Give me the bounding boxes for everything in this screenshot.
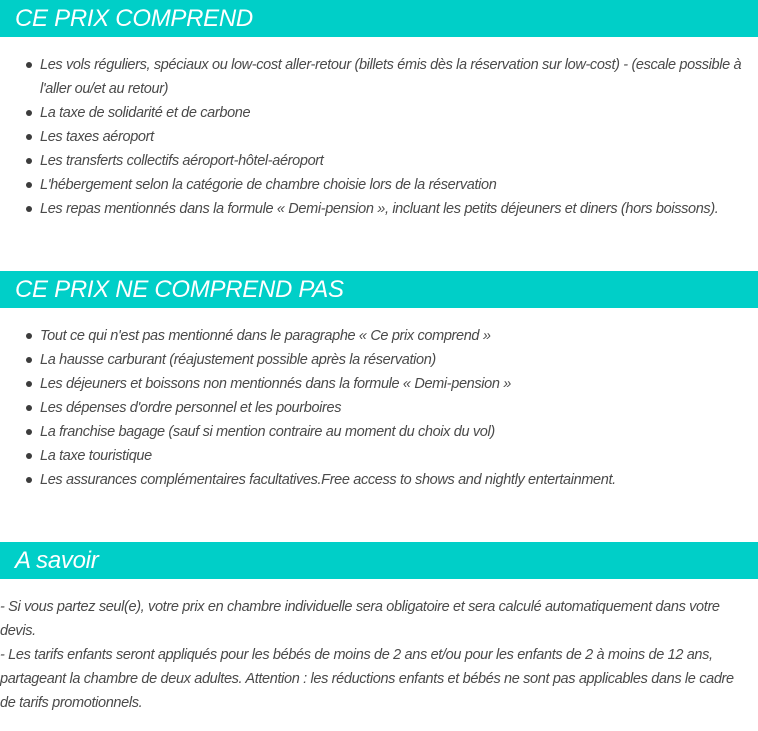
list-item bbox=[0, 468, 758, 492]
list-item bbox=[0, 348, 758, 372]
bullet-icon bbox=[26, 381, 32, 387]
list-item bbox=[0, 101, 758, 125]
bullet-icon bbox=[26, 182, 32, 188]
list-item-text: Les repas mentionnés dans la formule « Demi-pension », incluant les petits déjeuners et diners (hors boissons). bbox=[40, 201, 719, 217]
not-included-list bbox=[0, 324, 758, 492]
note-paragraph: - Si vous partez seul(e), votre prix en chambre individuelle sera obligatoire et sera calculé automatiquement dans votre devis. bbox=[0, 599, 720, 639]
list-item-text: Les dépenses d'ordre personnel et les pourboires bbox=[40, 400, 342, 416]
list-item-text: La franchise bagage (sauf si mention contraire au moment du choix du vol) bbox=[40, 424, 495, 440]
bullet-icon bbox=[26, 429, 32, 435]
bullet-icon bbox=[26, 110, 32, 116]
list-item bbox=[0, 420, 758, 444]
note-paragraph: - Les tarifs enfants seront appliqués pour les bébés de moins de 2 ans et/ou pour les enfants de 2 à moins de 12 ans, partageant la chambre de deux adultes. Attention : les réductions enfants et bébés ne sont pas applicables dans le cadre de tarifs promotionnels. bbox=[0, 647, 734, 711]
bullet-icon bbox=[26, 405, 32, 411]
list-item-text: Les assurances complémentaires facultatives.Free access to shows and nightly entertainment. bbox=[40, 472, 616, 488]
list-item bbox=[0, 53, 758, 101]
list-item bbox=[0, 149, 758, 173]
list-item bbox=[0, 372, 758, 396]
list-item-text: Les vols réguliers, spéciaux ou low-cost aller-retour (billets émis dès la réservation sur low-cost) - (escale possible à l'aller ou/et au retour) bbox=[40, 57, 742, 97]
list-item bbox=[0, 324, 758, 348]
to-know-notes bbox=[0, 595, 752, 715]
list-item bbox=[0, 444, 758, 468]
list-item-text: La taxe touristique bbox=[40, 448, 152, 464]
list-item-text: Les transferts collectifs aéroport-hôtel-aéroport bbox=[40, 153, 324, 169]
list-item-text: Les taxes aéroport bbox=[40, 129, 154, 145]
bullet-icon bbox=[26, 62, 32, 68]
bullet-icon bbox=[26, 206, 32, 212]
list-item bbox=[0, 396, 758, 420]
section-title-to-know: A savoir bbox=[0, 542, 758, 579]
list-item bbox=[0, 197, 758, 221]
list-item bbox=[0, 125, 758, 149]
section-title-included: CE PRIX COMPREND bbox=[0, 0, 758, 37]
bullet-icon bbox=[26, 134, 32, 140]
list-item-text: La taxe de solidarité et de carbone bbox=[40, 105, 251, 121]
bullet-icon bbox=[26, 158, 32, 164]
bullet-icon bbox=[26, 333, 32, 339]
section-title-not-included: CE PRIX NE COMPREND PAS bbox=[0, 271, 758, 308]
included-list bbox=[0, 53, 758, 221]
bullet-icon bbox=[26, 357, 32, 363]
list-item-text: L'hébergement selon la catégorie de chambre choisie lors de la réservation bbox=[40, 177, 497, 193]
bullet-icon bbox=[26, 477, 32, 483]
list-item-text: La hausse carburant (réajustement possible après la réservation) bbox=[40, 352, 436, 368]
list-item-text: Les déjeuners et boissons non mentionnés dans la formule « Demi-pension » bbox=[40, 376, 511, 392]
list-item bbox=[0, 173, 758, 197]
list-item-text: Tout ce qui n'est pas mentionné dans le paragraphe « Ce prix comprend » bbox=[40, 328, 491, 344]
bullet-icon bbox=[26, 453, 32, 459]
